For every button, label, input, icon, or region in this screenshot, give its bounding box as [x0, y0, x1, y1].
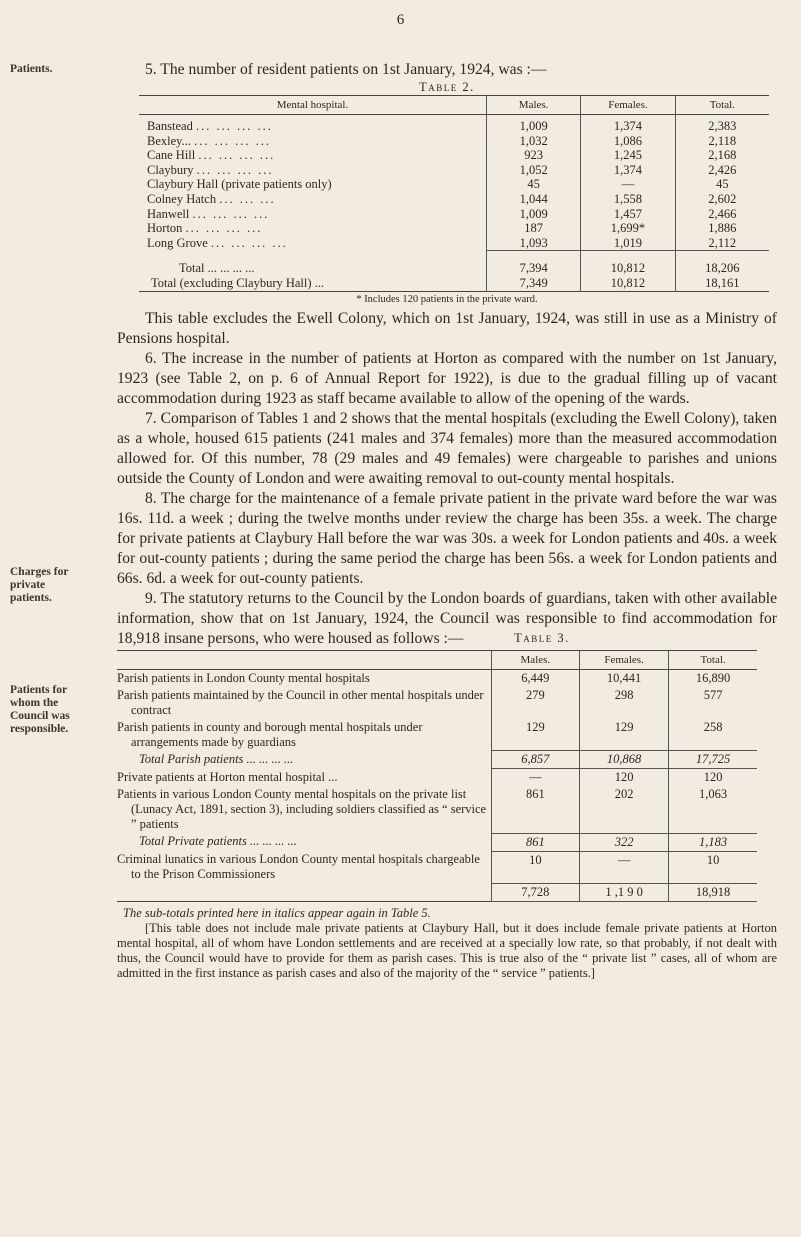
- table2-row: Banstead ... ... ... ... 1,009 1,374 2,383: [139, 115, 769, 134]
- table2-total-excl-row: Total (excluding Claybury Hall) ... 7,349 10,812 18,161: [139, 276, 769, 291]
- table2-row: Cane Hill ... ... ... ... 923 1,245 2,168: [139, 148, 769, 163]
- table2-total-row: Total ... ... ... ... 7,394 10,812 18,206: [139, 251, 769, 276]
- table3-private-row: Private patients at Horton mental hospital ... — 120 120: [117, 769, 757, 787]
- main-content: [117, 60, 777, 981]
- table2-row: Claybury Hall (private patients only) 45 — 45: [139, 177, 769, 192]
- table2-row: Hanwell ... ... ... ... 1,009 1,457 2,466: [139, 207, 769, 222]
- table2-header: Mental hospital. Males. Females. Total.: [139, 96, 769, 115]
- table3-subtotal-parish: Total Parish patients ... ... ... ... 6,857 10,868 17,725: [117, 751, 757, 769]
- table3-grand-total: 7,728 1 ,1 9 0 18,918: [117, 883, 757, 901]
- table2-footnote: * Includes 120 patients in the private ward.: [356, 293, 538, 305]
- para-7: 7. Comparison of Tables 1 and 2 shows that the mental hospitals (excluding the Ewell Colony), taken as a whole, housed 615 patients (241 males and 374 females) more than the measured accommodation allowed for. Of this number, 78 (29 males and 49 females) were chargeable to parishes and unions outside the County of London and were awaiting removal to out-county mental hospitals.: [117, 409, 777, 487]
- table2-row: Bexley... ... ... ... ... 1,032 1,086 2,118: [139, 134, 769, 149]
- table2-row: Claybury ... ... ... ... 1,052 1,374 2,426: [139, 163, 769, 178]
- margin-note-responsible: Patients for whom the Council was responsible.: [10, 684, 70, 735]
- table3: [117, 650, 757, 902]
- table3-private-row: Patients in various London County mental hospitals on the private list (Lunacy Act, 1891, section 3), including soldiers classified as “ service ” patients 861 202 1,063: [117, 786, 757, 833]
- table3-header: Males. Females. Total.: [117, 650, 757, 669]
- para-ewell: This table excludes the Ewell Colony, which on 1st January, 1924, was still in use as a Ministry of Pensions hospital.: [117, 309, 777, 347]
- table3-row: Parish patients in county and borough mental hospitals under arrangements made by guardians 129 129 258: [117, 719, 757, 751]
- table2-row: Long Grove ... ... ... ... 1,093 1,019 2,112: [139, 236, 769, 251]
- table2-row: Colney Hatch ... ... ... 1,044 1,558 2,602: [139, 192, 769, 207]
- table2: [139, 95, 769, 292]
- para-9: 9. The statutory returns to the Council by the London boards of guardians, taken with other available information, show that on 1st January, 1924, the Council was responsible to find accommodation for 18,918 insane persons, who were housed as follows :—: [117, 589, 777, 647]
- table3-subtotal-private: Total Private patients ... ... ... ... 861 322 1,183: [117, 833, 757, 851]
- para5-heading: 5. The number of resident patients on 1st January, 1924, was :—: [145, 61, 547, 78]
- table3-criminal-row: Criminal lunatics in various London County mental hospitals chargeable to the Prison Commissioners 10 — 10: [117, 851, 757, 883]
- para-6: 6. The increase in the number of patients at Horton as compared with the number on 1st January, 1923 (see Table 2, on p. 6 of Annual Report for 1922), is due to the gradual filling up of vacant accommodation during 1923 as staff became available to allow of the opening of the wards.: [117, 349, 777, 407]
- table3-caption: Table 3.: [514, 630, 570, 645]
- para-8: 8. The charge for the maintenance of a female private patient in the private ward before the war was 16s. 11d. a week ; during the twelve months under review the charge has been 35s. a week. The charge for private patients at Claybury Hall before the war was 30s. a week for London patients and 40s. a week for out-county patients ; during the same period the charge has been 56s. a week for London patients and 66s. 6d. a week for out-county patients.: [117, 489, 777, 587]
- final-note: [This table does not include male private patients at Claybury Hall, but it does include female private patients at Horton mental hospital, all of whom have London settlements and are received at a specially low rate, so that probably, if not dealt with thus, the Council would have to provide for them as parish cases. This is true also of the “ private list ” cases, all of whom are admitted in the first instance as parish cases and also of the majority of the “ service ” patients.]: [117, 920, 777, 980]
- table2-row: Horton ... ... ... ... 187 1,699* 1,886: [139, 221, 769, 236]
- table2-caption: Table 2.: [419, 80, 475, 94]
- subtotals-note: The sub-totals printed here in italics appear again in Table 5.: [123, 905, 431, 920]
- margin-note-charges: Charges for private patients.: [10, 566, 69, 604]
- table3-row: Parish patients maintained by the Council in other mental hospitals under contract 279 298 577: [117, 687, 757, 719]
- table3-row: Parish patients in London County mental hospitals 6,449 10,441 16,890: [117, 669, 757, 687]
- page-number: 6: [396, 12, 405, 28]
- margin-note-patients: Patients.: [10, 63, 53, 75]
